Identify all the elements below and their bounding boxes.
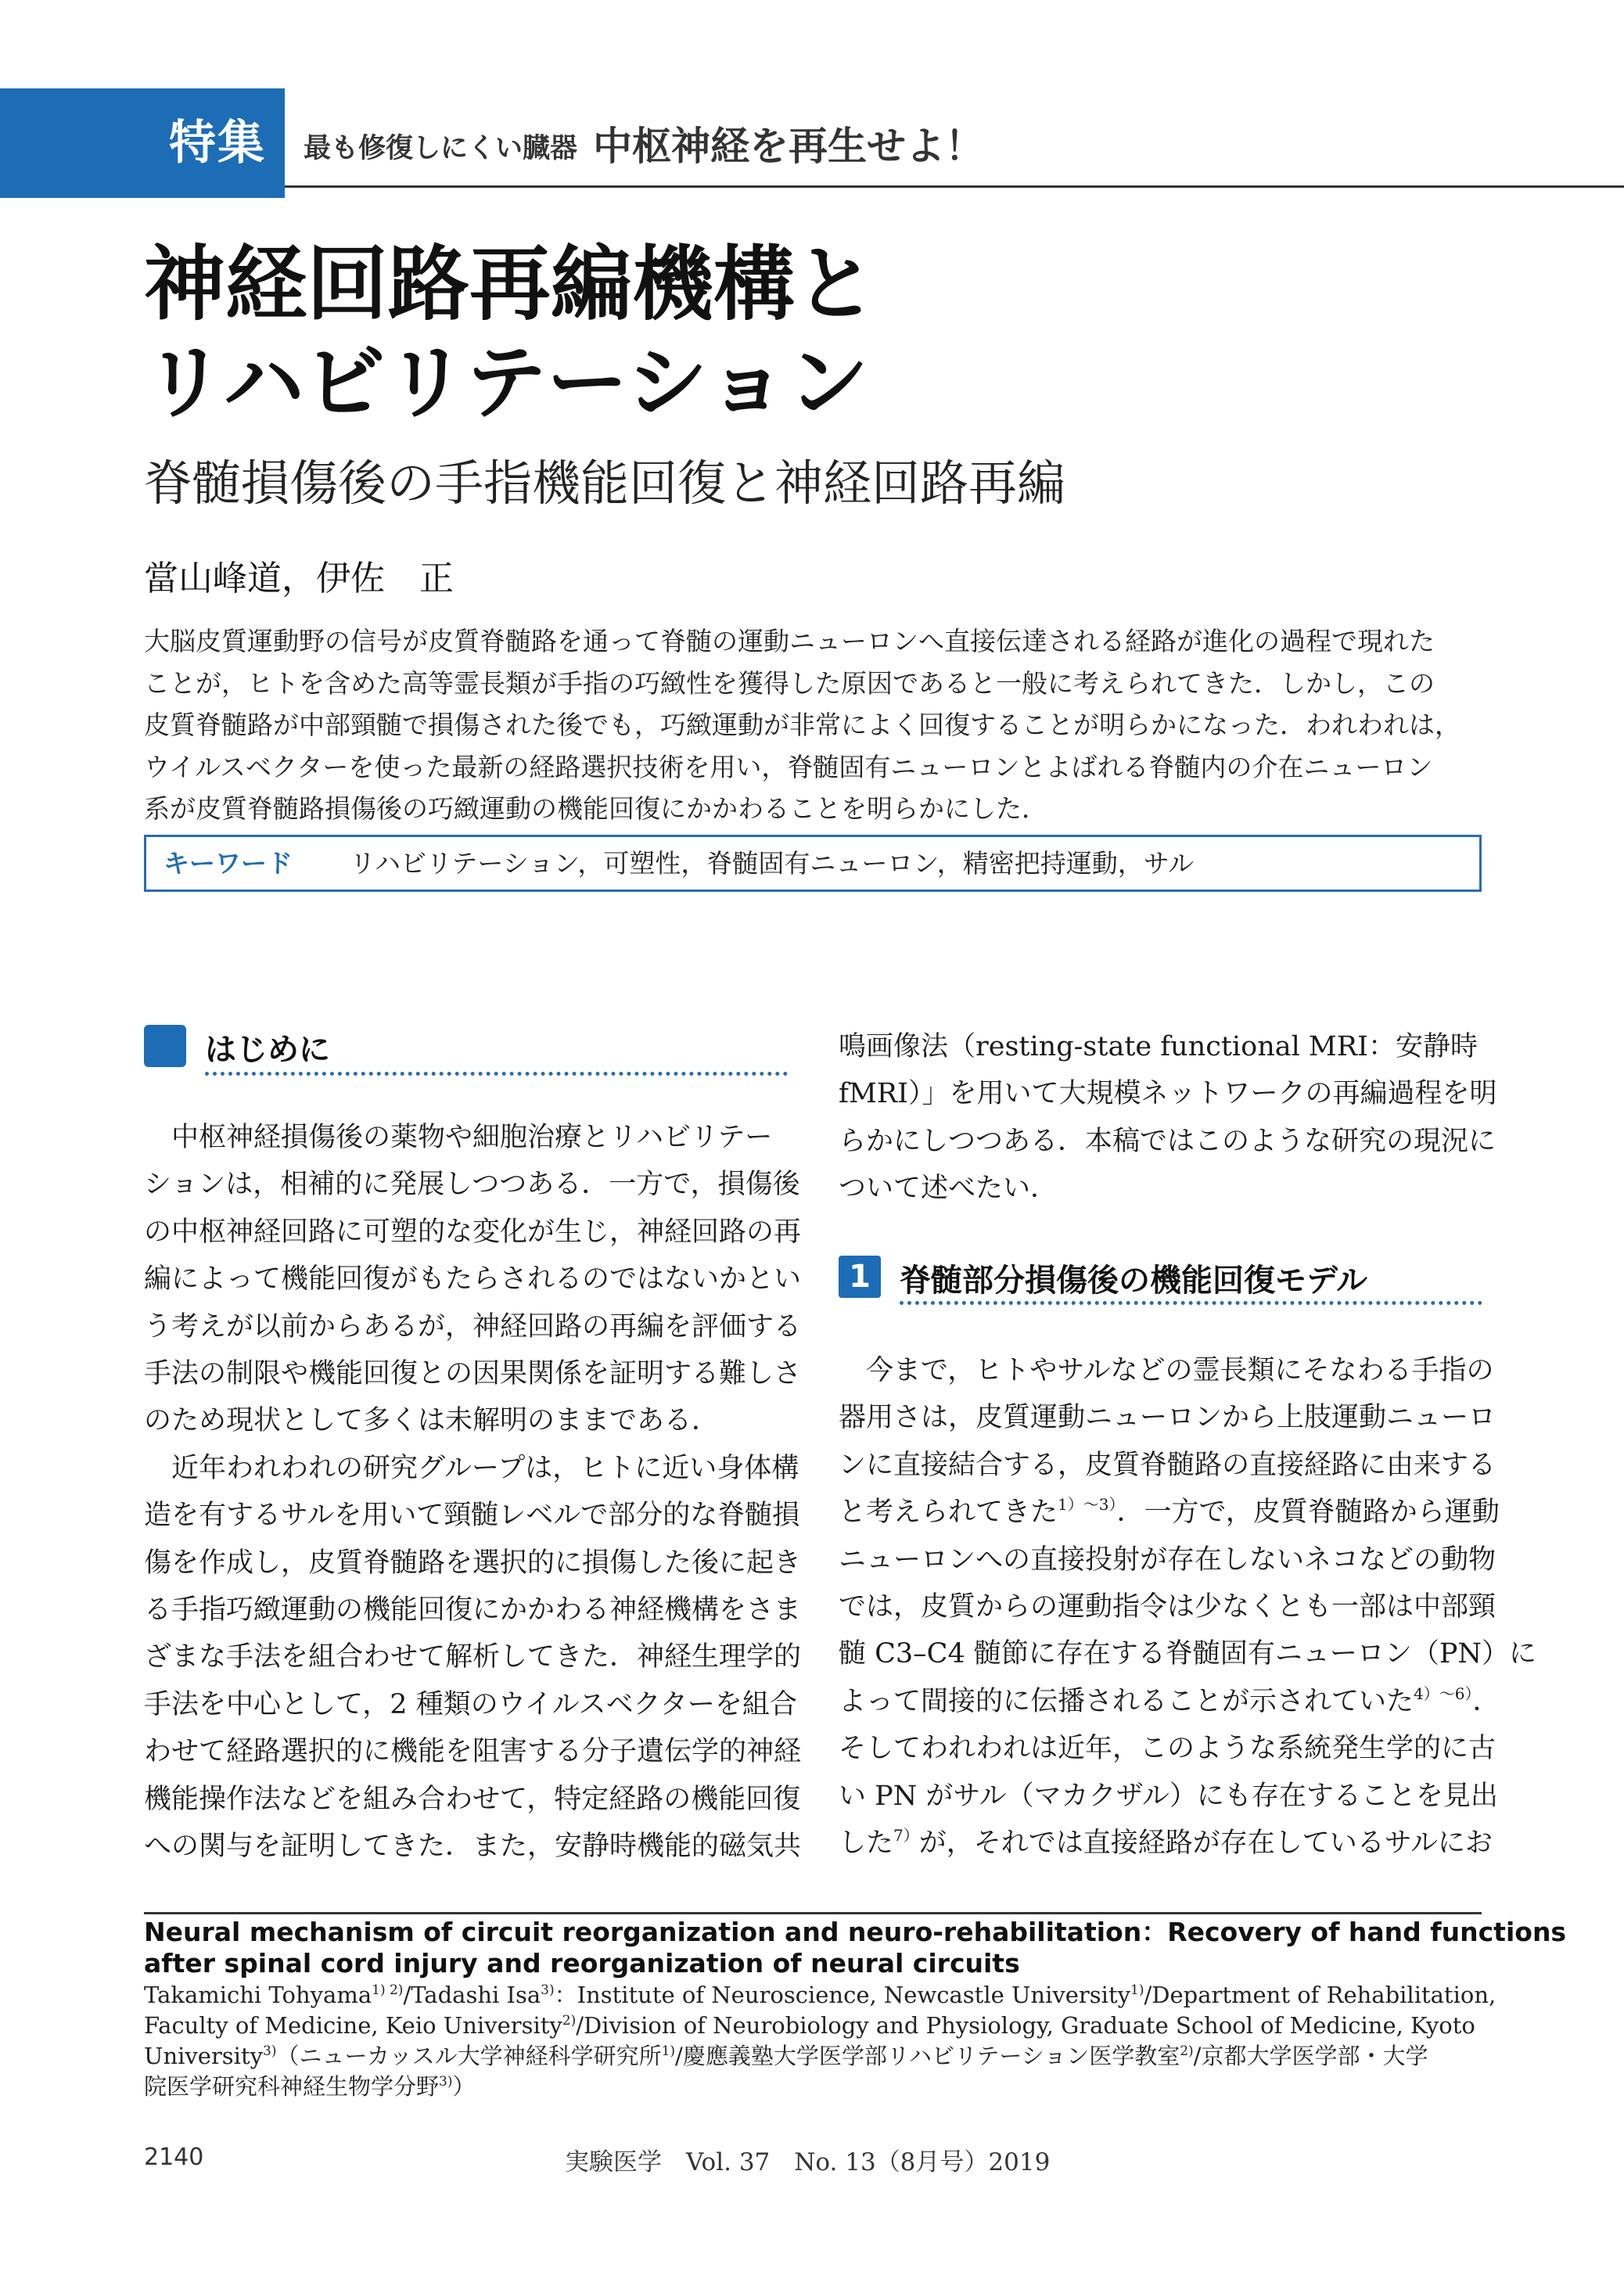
body-line: わせて経路選択的に機能を阻害する分子遺伝学的神経 [144, 1736, 802, 1768]
body-line: の中枢神経回路に可塑的な変化が生じ，神経回路の再 [144, 1216, 802, 1248]
abstract-line: 大脳皮質運動野の信号が皮質脊髄路を通って脊髄の運動ニューロンへ直接伝達される経路が進化の過程で現れた [144, 626, 1435, 656]
body-line: と考えられてきた$^{1)\sim 3)}$．一方で，皮質脊髄路から運動 [839, 1495, 1500, 1529]
feature-tag: 特集 [0, 88, 285, 198]
body-line: う考えが以前からあるが，神経回路の再編を評価する [144, 1310, 802, 1342]
section-marker-icon [144, 1025, 186, 1067]
body-line: fMRI）」を用いて大規模ネットワークの再編過程を明 [839, 1078, 1497, 1110]
body-line: 近年われわれの研究グループは，ヒトに近い身体構 [144, 1452, 799, 1484]
section-underline [205, 1072, 788, 1076]
body-line: 傷を作成し，皮質脊髄路を選択的に損傷した後に起き [144, 1547, 802, 1579]
body-line: 髄 C3–C4 髄節に存在する脊髄固有ニューロン（PN）に [839, 1638, 1537, 1670]
body-line: では，皮質からの運動指令は少なくとも一部は中部頸 [839, 1591, 1496, 1623]
body-line: ついて述べたい． [839, 1173, 1058, 1205]
article-title [144, 235, 1474, 432]
citation-ref: 4）～6） [1414, 1684, 1473, 1703]
body-line: 編によって機能回復がもたらされるのではないかとい [144, 1263, 802, 1296]
citation-ref: 1）～3） [1058, 1495, 1117, 1515]
body-line: ションは，相補的に発展しつつある．一方で，損傷後 [144, 1169, 800, 1201]
english-title-line: Neural mechanism of circuit reorganization and neuro-rehabilitation：Recovery of hand functions [144, 1917, 1567, 1947]
abstract [144, 620, 1482, 830]
article-title-line-2: リハビリテーション [144, 335, 869, 430]
body-line: 手法を中心として，2 種類のウイルスベクターを組合 [144, 1688, 797, 1720]
header-rule [285, 185, 1624, 188]
body-line: した$^{7)}$が，それでは直接経路が存在しているサルにお [839, 1826, 1493, 1860]
series-subtitle: 最も修復しにくい臓器 [304, 133, 578, 164]
section-number-badge: 1 [839, 1256, 881, 1298]
article-subtitle: 脊髄損傷後の手指機能回復と神経回路再編 [144, 455, 1066, 512]
body-line: そしてわれわれは近年，このような系統発生学的に古 [839, 1733, 1496, 1765]
keywords-text: リハビリテーション，可塑性，脊髄固有ニューロン，精密把持運動，サル [350, 848, 1195, 879]
keywords-label: キーワード [163, 848, 293, 879]
body-line: ンに直接結合する，皮質脊髄路の直接経路に由来する [839, 1449, 1496, 1481]
english-rule [144, 1912, 1482, 1914]
english-title-line: after spinal cord injury and reorganization of neural circuits [144, 1948, 1020, 1979]
section-heading-1: 脊髄部分損傷後の機能回復モデル [900, 1263, 1367, 1299]
abstract-line: 皮質脊髄路が中部頸髄で損傷された後でも，巧緻運動が非常によく回復することが明らかになった．われわれは， [144, 710, 1461, 740]
page-number: 2140 [144, 2144, 204, 2171]
body-line: のため現状として多くは未解明のままである． [144, 1405, 720, 1437]
affiliation-line: Takamichi Tohyama$^{1) 2)}$/Tadashi Isa$^{3)}$：Institute of Neuroscience, Newcastle University$^{1)}$/Department of Rehabilitation, [144, 1982, 1496, 2008]
article-title-line-1: 神経回路再編機構と [144, 236, 877, 332]
authors: 當山峰道，伊佐 正 [144, 559, 454, 598]
body-line: 鳴画像法（resting-state functional MRI：安静時 [839, 1031, 1478, 1062]
right-column-section-1 [839, 1347, 1537, 1867]
series-title: 中枢神経を再生せよ！ [593, 124, 984, 169]
body-line: ニューロンへの直接投射が存在しないネコなどの動物 [839, 1544, 1496, 1576]
affiliation-line: University$^{3)}$（ニューカッスル大学神経科学研究所$^{1)}$/慶應義塾大学医学部リハビリテーション医学教室$^{2)}$/京都大学医学部・大学 [144, 2043, 1428, 2069]
body-line: い PN がサル（マカクザル）にも存在することを見出 [839, 1780, 1498, 1812]
journal-info: 実験医学 Vol. 37 No. 13（8月号）2019 [565, 2148, 1051, 2176]
section-heading-intro: はじめに [205, 1032, 330, 1068]
body-line: への関与を証明してきた．また，安静時機能的磁気共 [144, 1831, 802, 1863]
body-line: 手法の制限や機能回復との因果関係を証明する難しさ [144, 1358, 802, 1390]
body-line: らかにしつつある．本稿ではこのような研究の現況に [839, 1125, 1496, 1157]
body-line: よって間接的に伝播されることが示されていた$^{4)\sim 6)}$． [839, 1684, 1500, 1717]
abstract-line: ことが，ヒトを含めた高等霊長類が手指の巧緻性を獲得した原因であると一般に考えられてきた．しかし，この [144, 667, 1435, 699]
keywords-box [144, 835, 1482, 892]
body-line: 中枢神経損傷後の薬物や細胞治療とリハビリテー [144, 1122, 773, 1153]
left-column [144, 1114, 802, 1871]
body-line: 造を有するサルを用いて頸髄レベルで部分的な脊髄損 [144, 1500, 800, 1532]
body-line: ざまな手法を組合わせて解析してきた．神経生理学的 [144, 1641, 802, 1673]
affiliation-line: 院医学研究科神経生物学分野$^{3)}$） [144, 2073, 476, 2100]
right-column-top [839, 1023, 1497, 1213]
body-line: る手指巧緻運動の機能回復にかかわる神経機構をさま [144, 1594, 802, 1626]
body-line: 機能操作法などを組み合わせて，特定経路の機能回復 [144, 1783, 801, 1815]
english-title [144, 1917, 1567, 1979]
affiliation-line: Faculty of Medicine, Keio University$^{2)}$/Division of Neurobiology and Physiology, Graduate School of Medicine, Kyoto [144, 2012, 1475, 2039]
abstract-line: ウイルスベクターを使った最新の経路選択技術を用い，脊髄固有ニューロンとよばれる脊髄内の介在ニューロン [144, 751, 1433, 782]
author-affiliations [144, 1980, 1496, 2102]
section-underline [900, 1301, 1482, 1305]
body-line: 器用さは，皮質運動ニューロンから上肢運動ニューロ [839, 1402, 1496, 1434]
body-line: 今まで，ヒトやサルなどの霊長類にそなわる手指の [839, 1355, 1494, 1386]
abstract-line: 系が皮質脊髄路損傷後の巧緻運動の機能回復にかかわることを明らかにした． [144, 793, 1047, 824]
citation-ref: 7） [893, 1826, 919, 1846]
